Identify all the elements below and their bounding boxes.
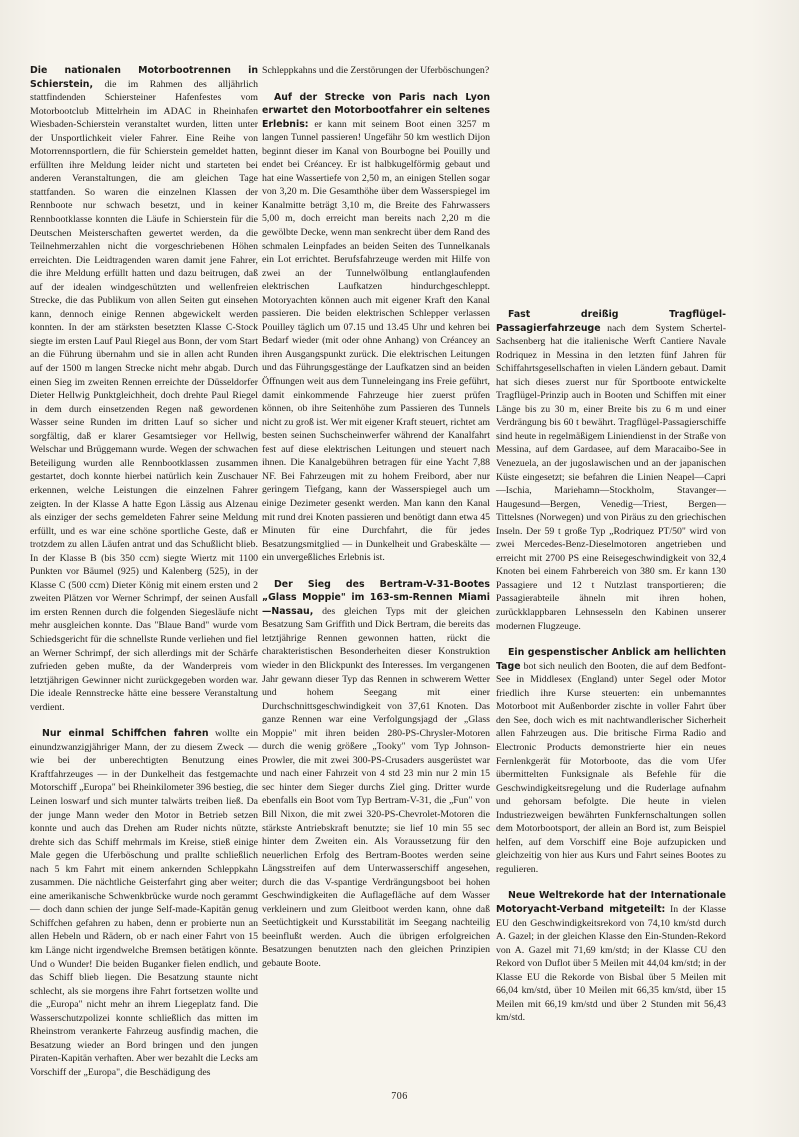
article-heading: Neue Weltrekorde hat der Internationale Motoryacht-Verband mitgeteilt: (496, 890, 726, 915)
article-tunnel-paris-lyon (262, 91, 490, 565)
article-schiffchen-fahren-continued (262, 64, 490, 78)
article-heading: Der Sieg des Bertram-V-31-Bootes „Glass Moppie" im 163-sm-Rennen Miami—Nassau, (262, 578, 490, 617)
article-body: bot sich neulich den Booten, die auf dem Bedfont-See in Middlesex (England) unter Segel oder Motor friedlich ihre Kurse steuerten: ein unbemanntes Motorboot mit Außenborder zischte in voller Fahrt über den See, doch wich es mit nachtwandlerischer Sicherheit allen Fahrzeugen aus. Die britische Firma Radio and Electronic Products demonstrierte hier ein neues Fernlenkgerät für Motorboote, das die vom Ufer übermittelten Funksignale als Befehle für die Geschwindigkeitsregelung und die Ruderlage aufnahm und gehorsam befolgte. Die heute in vielen Industriezweigen bewährten Funkfernschaltungen sollen dem Motorbootsport, der allein an Bord ist, zum Beispiel helfen, auf dem Vorschiff eine Boje aufzupicken und gleichzeitig von hier aus Kurs und Fahrt seines Bootes zu regulieren. (496, 660, 726, 875)
page-number: 706 (391, 1091, 408, 1102)
article-body: nach dem System Schertel-Sachsenberg hat die italienische Werft Cantiere Navale Rodriquez in Messina in den letzten fünf Jahren für Schiffahrtsgesellschaften in vielen Ländern gebaut. Damit hat sich dieses zuerst nur für Sportboote entwickelte Tragflügel-Prinzip auch in Booten und Schiffen mit einer Länge bis zu 30 m, einer Breite bis zu 6 m und einer Verdrängung bis 60 t bewährt. Tragflügel-Passagierschiffe sind heute in regelmäßigem Liniendienst in der Straße von Messina, auf dem Gardasee, auf dem Maracaibo-See in Venezuela, an der jugoslawischen und an der japanischen Küste eingesetzt; sie befahren die Linien Neapel—Capri—Ischia, Mariehamn—Stockholm, Stavanger—Haugesund—Bergen, Venedig—Triest, Bergen—Tittelsnes (Norwegen) und von Piräus zu den griechischen Inseln. Der 59 t große Typ „Rodriquez PT/50" wird von zwei Mercedes-Benz-Dieselmotoren angetrieben und erreicht mit 2700 PS eine Reisegeschwindigkeit von 32,4 Knoten bei einem Fahrbereich von 380 sm. Er kann 130 Passagiere und 12 t Nutzlast transportieren; die Passagierabteile ähneln mit ihren hohen, zurückklappbaren Lehnsesseln den Kabinen unserer modernen Flugzeuge. (496, 322, 726, 632)
article-heading: Fast dreißig Tragflügel-Passagierfahrzeuge (496, 309, 726, 334)
article-body-continued: Schleppkahns und die Zerstörungen der Uferböschungen? (262, 65, 490, 76)
article-glass-moppie (262, 578, 490, 971)
article-heading: Nur einmal Schiffchen fahren (42, 728, 209, 740)
article-body: die im Rahmen des alljährlich stattfindenden Schiersteiner Hafenfestes vom Motorbootclub Mittelrhein im ADAC in Rheinhafen Wiesbaden-Schierstein veranstaltet wurden, litten unter der Unsportlichkeit vieler Fahrer. Eine Reihe von Motorrennsportlern, die für Schierstein gemeldet hatten, erfüllten ihre Meldung leider nicht und starteten bei anderen Veranstaltungen, die am gleichen Tage stattfanden. So waren die einzelnen Klassen der Rennboote nur schwach besetzt, und in keiner Rennbootklasse konnten die Läufe in Schierstein für die Deutschen Meisterschaften gewertet werden, da die Teilnehmerzahlen nicht die vorgeschriebenen Höhen erreichten. Die Leidtragenden waren damit jene Fahrer, die ihre Meldung erfüllt hatten und dazu beitrugen, daß auf der idealen windgeschützten und wellenfreien Strecke, die das Publikum von allen Seiten gut einsehen kann, dennoch einige Rennen abgewickelt werden konnten. In der am stärksten besetzten Klasse C-Stock siegte im ersten Lauf Paul Riegel aus Bonn, der vom Start an die Führung übernahm und sie in allen acht Runden auf der 1500 m langen Strecke nicht mehr abgab. Durch einen Sieg im zweiten Rennen erreichte der Düsseldorfer Dieter Hellwig Punktgleichheit, doch drehte Paul Riegel in dem durch einsetzenden Regen naß gewordenen Wasser seine Runden im dritten Lauf so sicher und sorgfältig, daß er klarer Gesamtsieger vor Hellwig, Welschar und Brüggemann wurde. Wegen der schwachen Beteiligung wurden alle Rennbootklassen zusammen gestartet, doch konnte hierbei natürlich kein Zuschauer erkennen, welche Leistungen die einzelnen Fahrer zeigten. In der Klasse A hatte Egon Lässig aus Alzenau als einziger der sechs gemeldeten Fahrer seine Meldung erfüllt, und es war eine schöne sportliche Geste, daß er trotzdem zu allen Läufen antrat und das Schußlicht blieb. In der Klasse B (bis 350 ccm) siegte Wiertz mit 1100 Punkten vor Bäumel (925) und Kalenberg (525), in der Klasse C (500 ccm) Dieter König mit einem ersten und 2 zweiten Plätzen vor Werner Schrimpf, der seinen Ausfall im ersten Rennen durch die folgenden Siegesläufe nicht mehr ausgleichen konnte. Das "Blaue Band" wurde vom Schiedsgericht für die schnellste Runde verliehen und fiel an Werner Schrimpf, der sich allerdings mit der Schärfe zufrieden geben mußte, da der Wanderpreis vom letztjährigen Gewinner nicht zurückgegeben worden war. Die ideale Rennstrecke hätte eine bessere Veranstaltung verdient. (30, 78, 258, 713)
article-body: des gleichen Typs mit der gleichen Besatzung Sam Griffith und Dick Bertram, die bereits das letztjährige Rennen gewonnen hatten, rückt die charakteristischen Besonderheiten dieser Konstruktion wieder in den Blickpunkt des Interesses. Im vergangenen Jahr gewann dieser Typ das Rennen in schwerem Wetter und hohem Seegang mit einer Durchschnittsgeschwindigkeit von 37,61 Knoten. Das ganze Rennen war eine Verfolgungsjagd der „Glass Moppie" mit ihren beiden 280-PS-Chrysler-Motoren durch die wenig größere „Tooky" vom Typ Johnson-Prowler, die mit zwei 300-PS-Crusaders ausgerüstet war und nach einer Fahrzeit von 4 std 23 min nur 2 min 15 sec hinter dem Sieger durchs Ziel ging. Dritter wurde ebenfalls ein Boot vom Typ Bertram-V-31, die „Fun" von Bill Nixon, die mit zwei 320-PS-Chevrolet-Motoren die stärkste Antriebskraft benutzte; sie lief 10 min 55 sec hinter dem Zweiten ein. Als Voraussetzung für den neuerlichen Erfolg des Bertram-Bootes werden seine Längsstreifen auf dem Unterwasserschiff angesehen, durch die das V-spantige Verdrängungsboot bei hohen Geschwindigkeiten die Auflagefläche auf dem Wasser verkleinern und zum Gleitboot werden kann, ohne daß Seetüchtigkeit und Kursstabilität im Seegang nachteilig beeinflußt werden. Auch die übrigen erfolgreichen Besatzungen benutzten nach den gleichen Prinzipien gebaute Boote. (262, 605, 490, 969)
article-tragfluegel (496, 308, 726, 633)
article-heading: Ein gespenstischer Anblick am hellichten Tage (496, 647, 726, 672)
article-body: er kann mit seinem Boot einen 3257 m langen Tunnel passieren! Ungefähr 50 km westlich Dijon beginnt dieser im Kanal von Bourbogne bei Pouilly und endet bei Créancey. Er ist halbkugelförmig gebaut und hat eine Wassertiefe von 2,50 m, an einigen Stellen sogar von 3,20 m. Die Gesamthöhe über dem Wasserspiegel im Kanalmitte beträgt 3,10 m, die Breite des Fahrwassers 5,00 m, doch erreicht man bereits nach 2,20 m die gewölbte Decke, wenn man senkrecht über dem Rand des schmalen Leinpfades an beiden Seiten des Tunnelkanals ein Lot errichtet. Berufsfahrzeuge werden mit Hilfe von zwei an der Tunnelwölbung entlanglaufenden elektrischen Laufkatzen hindurchgeschleppt. Motoryachten können auch mit eigener Kraft den Kanal passieren. Die beiden elektrischen Schlepper verlassen Pouilley täglich um 07.15 und 13.45 Uhr und kehren bei Bedarf wieder (mit oder ohne Anhang) von Créancey an ihren Ausgangspunkt zurück. Die elektrischen Leitungen und das Führungsgestänge der Laufkatzen sind an beiden Öffnungen weit aus dem Tunneleingang ins Freie geführt, damit einkommende Fahrzeuge hier zuerst prüfen können, ob ihre Seitenhöhe zum Passieren des Tunnels nicht zu groß ist. Wer mit eigener Kraft steuert, richtet am besten seinen Suchscheinwerfer während der Kanalfahrt fest auf diese elektrischen Leitungen und steuert nach ihnen. Die Kanalgebühren betragen für eine Yacht 7,88 NF. Bei Fahrzeugen mit zu hohem Freibord, aber nur geringem Tiefgang, kann der Wasserspiegel auch um einige Dezimeter gesenkt werden. Man kann den Kanal mit rund drei Knoten passieren und benötigt dann etwa 45 Minuten für eine Durchfahrt, die für jedes Besatzungsmitglied — in Dunkelheit und Grabeskälte — ein unvergeßliches Erlebnis ist. (262, 118, 490, 564)
article-motorbootrennen-schierstein (30, 64, 258, 714)
article-ferngelenktes-boot (496, 646, 726, 876)
article-weltrekorde (496, 889, 726, 1024)
article-body: In der Klasse EU den Geschwindigkeitsrekord von 74,10 km/std durch A. Gazel; in der gleichen Klasse den Ein-Stunden-Rekord von A. Gazel mit 71,69 km/std; in der Klasse CU den Rekord von Duflot über 5 Meilen mit 44,04 km/std; in der Klasse EU die Rekorde von Bisbal über 5 Meilen mit 66,04 km/std, über 10 Meilen mit 66,35 km/std, über 15 Meilen mit 66,19 km/std und über 2 Stunden mit 56,43 km/std. (496, 903, 726, 1024)
column-1 (30, 64, 258, 1079)
article-heading: Auf der Strecke von Paris nach Lyon erwartet den Motorbootfahrer ein seltenes Erlebnis: (262, 91, 490, 130)
article-heading: Die nationalen Motorbootrennen in Schierstein, (30, 65, 258, 90)
article-body: wollte ein einundzwanzigjähriger Mann, der zu diesem Zweck — wie bei der unberechtigten Benutzung eines Kraftfahrzeuges — in der Dunkelheit das festgemachte Motorschiff „Europa" bei Rheinkilometer 396 bestieg, die Leinen loswarf und sich munter talwärts treiben ließ. Da der junge Mann weder den Motor in Betrieb setzen konnte und auch das Drehen am Ruder nichts nützte, drehte sich das Schiff mehrmals im Kreise, stieß einige Male gegen die Uferböschung und prallte schließlich nach 5 km Fahrt mit einem ankernden Schleppkahn zusammen. Die nächtliche Geisterfahrt ging aber weiter; eine amerikanische Schwenkbrücke wurde noch gerammt — doch dann schien der junge Self-made-Kapitän genug Schiffchen gefahren zu haben, denn er probierte nun an allen Hebeln und Rädern, ob er nach einer Fahrt von 15 km Länge nicht irgendwelche Bremsen betätigen könnte. Und o Wunder! Die beiden Buganker fielen endlich, und das Schiff blieb liegen. Die Besatzung staunte nicht schlecht, als sie morgens ihre Fahrt fortsetzen wollte und die „Europa" nicht mehr an ihrem Liegeplatz fand. Die Wasserschutzpolizei konnte schließlich das mitten im Rheinstrom verankerte Fahrzeug ausfindig machen, die Besatzung wieder an Bord bringen und den jungen Piraten-Kapitän verhaften. Aber wer bezahlt die Lecks am Vorschiff der „Europa", die Beschädigung des (30, 728, 258, 1078)
column-2 (262, 64, 490, 971)
column-3 (496, 64, 726, 1025)
article-schiffchen-fahren (30, 727, 258, 1079)
